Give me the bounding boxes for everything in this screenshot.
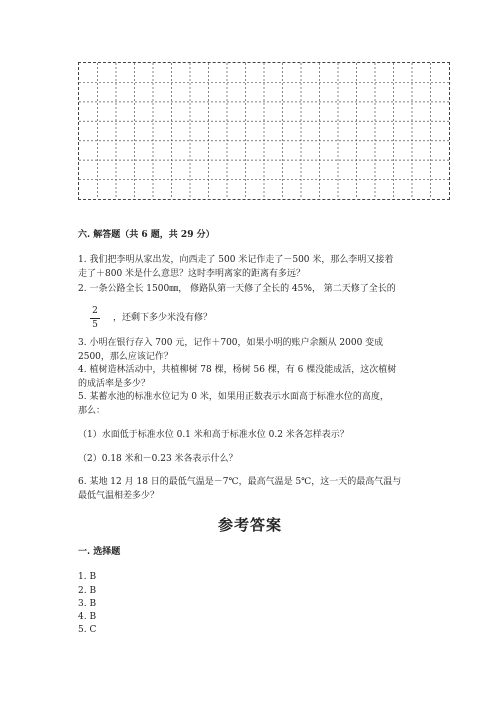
answer-item-5: 5. C <box>78 625 97 635</box>
question-4-line-2: 的成活率是多少？ <box>78 379 151 389</box>
question-3-line-2: 2500，那么应该记作？ <box>78 352 173 362</box>
question-5-sub-1: （1）水面低于标准水位 0.1 米和高于标准水位 0.2 米各怎样表示？ <box>78 430 349 440</box>
question-3-line-1: 3. 小明在银行存入 700 元，记作＋700，如果小明的账户余额从 2000 变成 <box>78 338 384 348</box>
answer-item-4: 4. B <box>78 612 97 622</box>
section-heading: 六. 解答题（共 6 题，共 29 分） <box>78 230 215 240</box>
question-5-line-2: 那么： <box>78 406 106 416</box>
question-2-line-2: ，还剩下多少米没有修？ <box>113 313 213 323</box>
answer-item-3: 3. B <box>78 599 97 609</box>
fraction-denominator: 5 <box>92 320 98 330</box>
fraction-numerator: 2 <box>92 306 98 316</box>
answer-item-2: 2. B <box>78 586 97 596</box>
fraction-bar <box>90 318 100 319</box>
grid-lines <box>79 63 449 199</box>
question-1-line-1: 1. 我们把李明从家出发，向西走了 500 米记作走了－500 米，那么李明又接着 <box>78 255 394 265</box>
fraction-two-fifths <box>90 306 100 331</box>
answer-key-title: 参考答案 <box>217 516 282 534</box>
answer-section-heading: 一. 选择题 <box>78 547 121 557</box>
question-4-line-1: 4. 植树造林活动中，共植柳树 78 棵，杨树 56 棵，有 6 棵没能成活，这次植树 <box>78 365 397 375</box>
writing-grid <box>78 62 450 200</box>
question-5-line-1: 5. 某蓄水池的标准水位记为 0 米，如果用正数表示水面高于标准水位的高度， <box>78 392 389 402</box>
question-1-line-2: 走了＋800 米是什么意思？这时李明离家的距离有多远？ <box>78 269 306 279</box>
question-6-line-1: 6. 某地 12 月 18 日的最低气温是－7℃，最高气温是 5℃，这一天的最高气温与 <box>78 477 402 487</box>
question-2-line-1: 2. 一条公路全长 1500㎜， 修路队第一天修了全长的 45%， 第二天修了全长的 <box>78 284 396 294</box>
question-6-line-2: 最低气温相差多少？ <box>78 491 160 501</box>
answer-item-1: 1. B <box>78 572 97 582</box>
question-5-sub-2: （2）0.18 米和－0.23 米各表示什么？ <box>78 454 238 464</box>
